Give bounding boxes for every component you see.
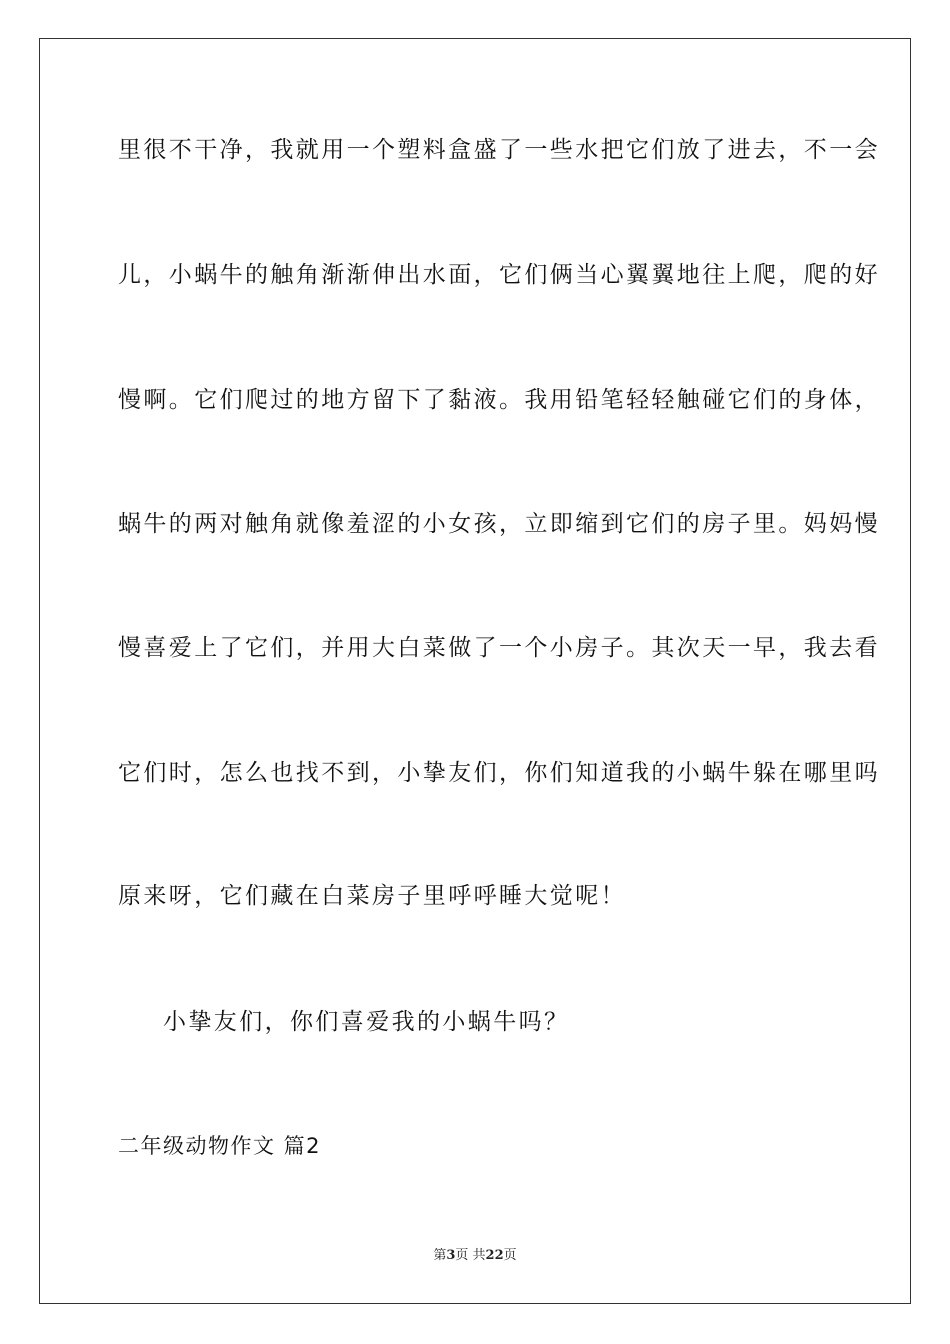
body-line-2: 儿，小蜗牛的触角渐渐伸出水面，它们俩当心翼翼地往上爬，爬的好 (118, 262, 880, 288)
page-footer (0, 1248, 950, 1264)
closing-line: 小挚友们，你们喜爱我的小蜗牛吗？ (163, 1009, 570, 1035)
section-heading: 二年级动物作文 篇2 (118, 1134, 322, 1158)
body-line-4: 蜗牛的两对触角就像羞涩的小女孩，立即缩到它们的房子里。妈妈慢 (118, 511, 880, 537)
page-border (39, 38, 911, 1304)
footer-middle: 页 共 (455, 1248, 486, 1263)
body-line-1: 里很不干净，我就用一个塑料盒盛了一些水把它们放了进去，不一会 (118, 137, 880, 163)
body-line-5: 慢喜爱上了它们，并用大白菜做了一个小房子。其次天一早，我去看 (118, 635, 880, 661)
body-line-6: 它们时，怎么也找不到，小挚友们，你们知道我的小蜗牛躲在哪里吗 (118, 760, 880, 786)
body-line-7: 原来呀，它们藏在白菜房子里呼呼睡大觉呢！ (118, 883, 626, 909)
body-line-3: 慢啊。它们爬过的地方留下了黏液。我用铅笔轻轻触碰它们的身体， (118, 387, 880, 413)
footer-suffix: 页 (503, 1248, 517, 1263)
footer-prefix: 第 (433, 1248, 447, 1263)
footer-total-pages: 22 (485, 1248, 504, 1263)
footer-page-number: 3 (446, 1248, 456, 1263)
